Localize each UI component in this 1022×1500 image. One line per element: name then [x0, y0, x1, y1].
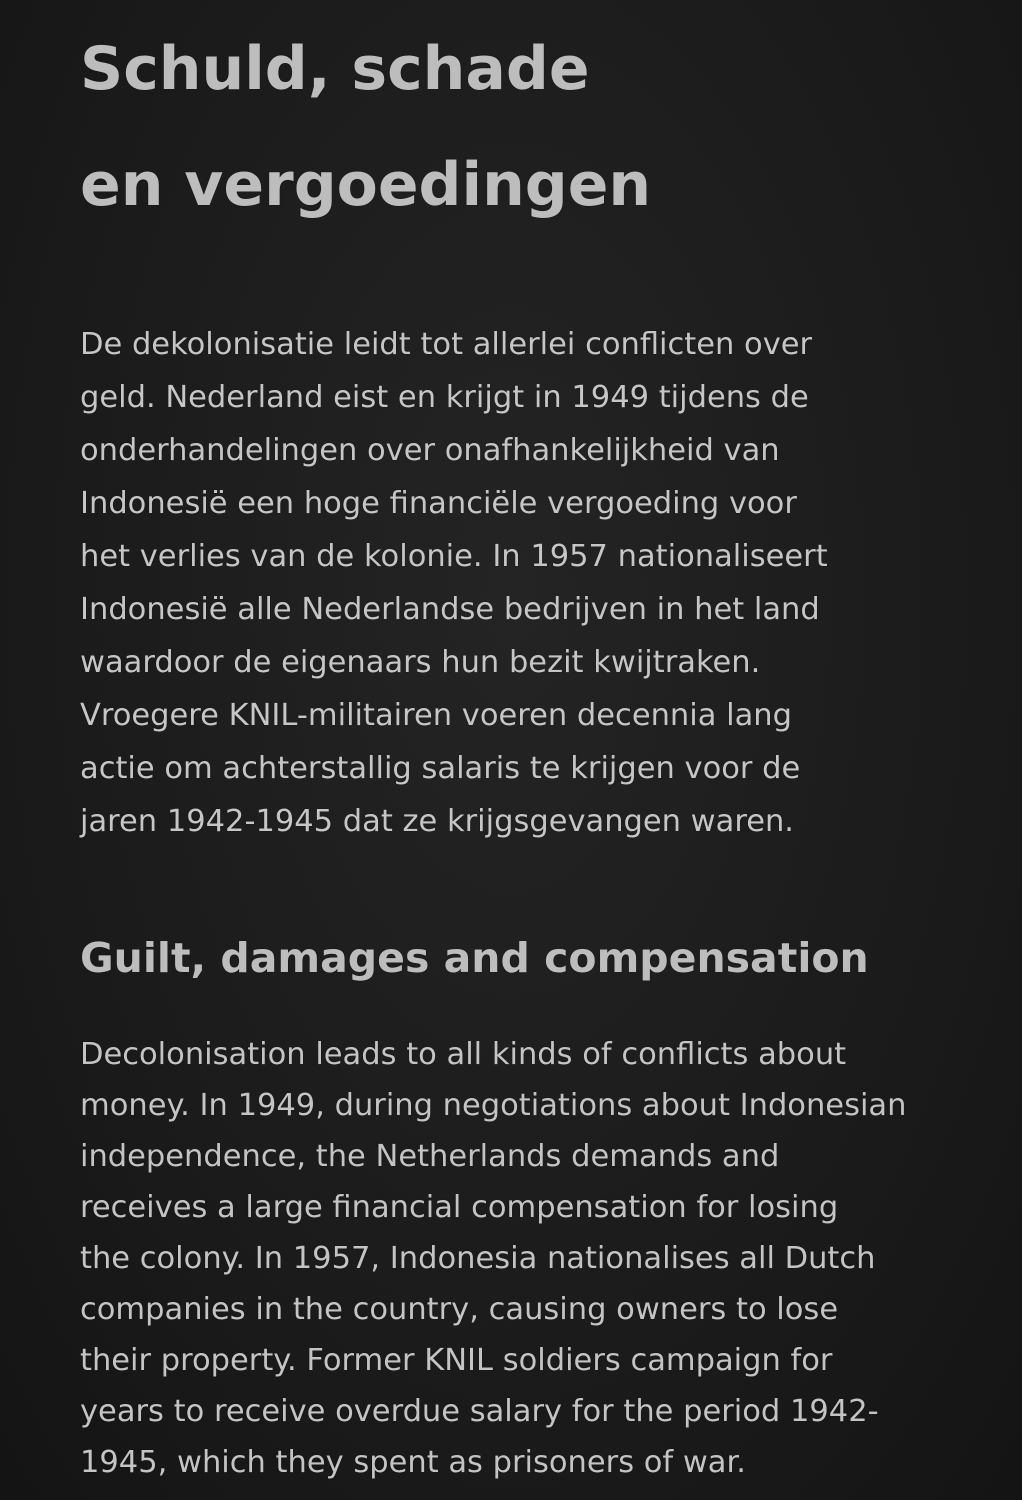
english-body-line: their property. Former KNIL soldiers campaign for [80, 1343, 833, 1378]
english-body-line: years to receive overdue salary for the period 1942- [80, 1394, 879, 1429]
dutch-title-line-1: Schuld, schade [80, 34, 590, 104]
dutch-title-line-2: en vergoedingen [80, 150, 652, 220]
dutch-body-line: waardoor de eigenaars hun bezit kwijtraken. [80, 645, 761, 680]
dutch-body-line: Indonesië een hoge financiële vergoeding voor [80, 486, 797, 521]
english-body-line: 1945, which they spent as prisoners of war. [80, 1445, 746, 1480]
english-title: Guilt, damages and compensation [80, 934, 869, 982]
english-body-line: the colony. In 1957, Indonesia nationalises all Dutch [80, 1241, 876, 1276]
dutch-body-line: onderhandelingen over onafhankelijkheid van [80, 433, 780, 468]
dutch-body-line: jaren 1942-1945 dat ze krijgsgevangen waren. [80, 804, 794, 839]
dutch-body-line: Vroegere KNIL-militairen voeren decennia lang [80, 698, 792, 733]
dutch-body-line: geld. Nederland eist en krijgt in 1949 tijdens de [80, 380, 809, 415]
english-body-line: Decolonisation leads to all kinds of conflicts about [80, 1037, 847, 1072]
english-body-line: money. In 1949, during negotiations about Indonesian [80, 1088, 907, 1123]
english-body-line: companies in the country, causing owners to lose [80, 1292, 839, 1327]
dutch-body-line: De dekolonisatie leidt tot allerlei conflicten over [80, 327, 813, 362]
english-body-line: independence, the Netherlands demands and [80, 1139, 780, 1174]
dutch-body-line: het verlies van de kolonie. In 1957 nationaliseert [80, 539, 828, 574]
dutch-body-line: Indonesië alle Nederlandse bedrijven in het land [80, 592, 820, 627]
english-body-line: receives a large financial compensation for losing [80, 1190, 839, 1225]
dutch-body-line: actie om achterstallig salaris te krijgen voor de [80, 751, 801, 786]
